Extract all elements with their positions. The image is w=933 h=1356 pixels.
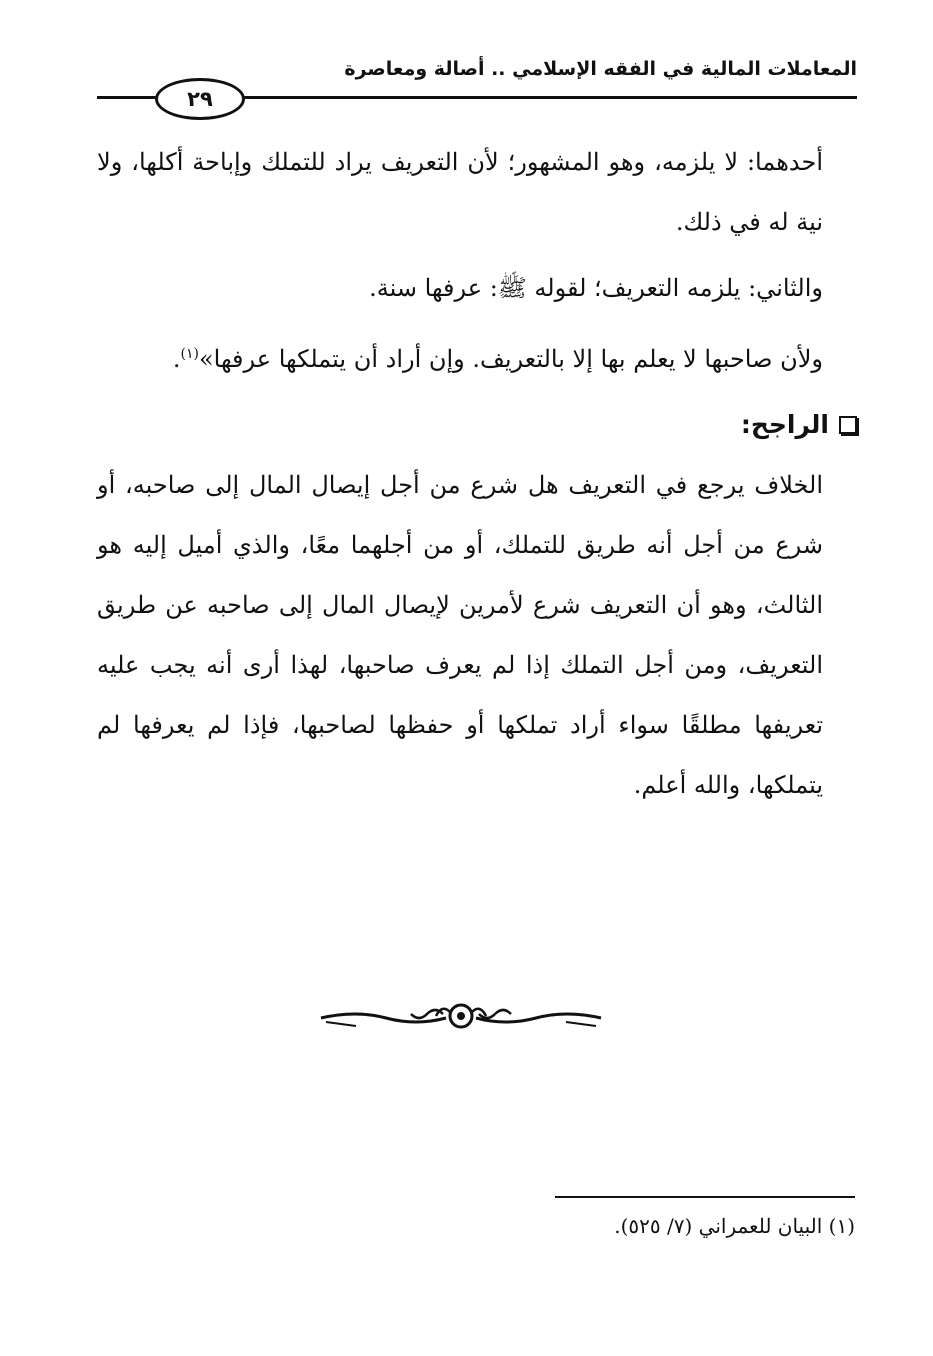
paragraph-3-end: . bbox=[172, 345, 181, 373]
checkbox-icon bbox=[839, 416, 857, 434]
section-heading-label: الراجح: bbox=[740, 410, 829, 439]
paragraph-2: والثاني: يلزمه التعريف؛ لقوله ﷺ: عرفها سنة. bbox=[369, 274, 823, 302]
running-header: المعاملات المالية في الفقه الإسلامي .. أصالة ومعاصرة bbox=[344, 58, 857, 80]
body-text bbox=[97, 132, 857, 821]
paragraph-3 bbox=[97, 324, 857, 389]
ornament-divider-icon bbox=[316, 996, 606, 1036]
footnote-rule bbox=[555, 1196, 855, 1198]
page-number: ٢٩ bbox=[155, 78, 245, 120]
footnote: (١) البيان للعمراني (٧/ ٥٢٥). bbox=[614, 1214, 855, 1238]
section-heading bbox=[97, 395, 857, 455]
paragraph-1: أحدهما: لا يلزمه، وهو المشهور؛ لأن التعريف يراد للتملك وإباحة أكلها، ولا نية له في ذلك. bbox=[97, 148, 823, 236]
paragraph-4: الخلاف يرجع في التعريف هل شرع من أجل إيصال المال إلى صاحبه، أو شرع من أجل أنه طريق للتملك، أو من أجلهما معًا، والذي أميل إليه هو الثالث، وهو أن التعريف شرع لأمرين لإيصال المال إلى صاحبه عن طريق التعريف، ومن أجل التملك إذا لم يعرف صاحبها، لهذا أرى أنه يجب عليه تعريفها مطلقًا سواء أراد تملكها أو حفظها لصاحبها، فإذا لم يعرفها لم يتملكها، والله أعلم. bbox=[97, 471, 824, 799]
paragraph-3-text: ولأن صاحبها لا يعلم بها إلا بالتعريف. وإن أراد أن يتملكها عرفها» bbox=[198, 345, 823, 373]
footnote-ref[interactable]: (١) bbox=[180, 346, 199, 362]
